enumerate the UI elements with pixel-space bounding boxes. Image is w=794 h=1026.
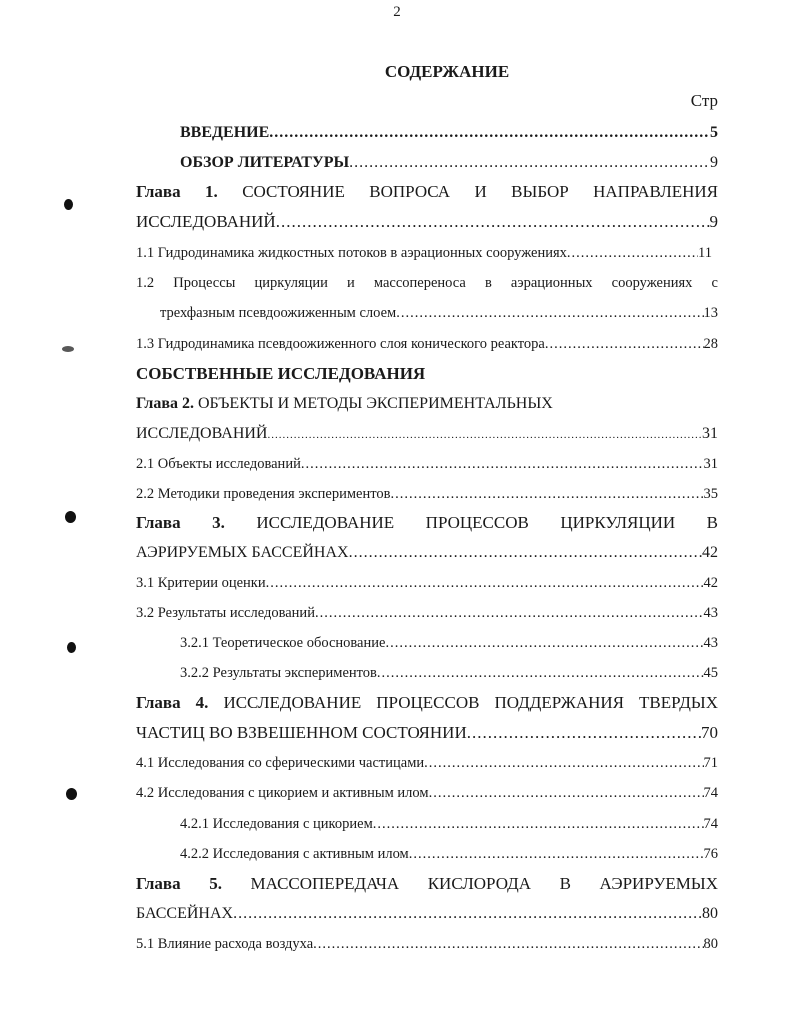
toc-entry: 2.1 Объекты исследований ..... 31 [136,452,718,476]
toc-entry: 1.3 Гидродинамика псевдоожиженного слоя конического реактора ..... 28 [136,332,718,356]
toc-entry: 3.1 Критерии оценки ..... 42 [136,571,718,595]
toc-entry: ИССЛЕДОВАНИЙ ..... 9 [136,210,718,234]
toc-entry: 2.2 Методики проведения экспериментов ..... 35 [136,482,718,506]
toc-entry: АЭРИРУЕМЫХ БАССЕЙНАХ ..... 42 [136,541,718,565]
scan-speck [65,511,76,523]
toc-entry: ВВЕДЕНИЕ ..... 5 [180,121,718,145]
toc-entry: 4.2 Исследования с цикорием и активным илом ..... 74 [136,781,718,805]
toc-entry: ЧАСТИЦ ВО ВЗВЕШЕННОМ СОСТОЯНИИ ..... 70 [136,721,718,745]
toc-entry: ИССЛЕДОВАНИЙ ..... 31 [136,422,718,446]
scan-speck [62,346,74,352]
toc-entry: БАССЕЙНАХ ..... 80 [136,902,718,926]
toc-entry: ОБЗОР ЛИТЕРАТУРЫ ..... 9 [180,151,718,175]
toc-chapter-heading: Глава 2. ОБЪЕКТЫ И МЕТОДЫ ЭКСПЕРИМЕНТАЛЬНЫХ [136,395,553,412]
toc-entry: 3.2.2 Результаты экспериментов ..... 45 [180,661,718,685]
toc-entry: 3.2.1 Теоретическое обоснование ..... 43 [180,631,718,655]
toc-entry: 1.2 Процессы циркуляции и массопереноса в аэрационных сооружениях с [136,275,718,291]
toc-entry: трехфазным псевдоожиженным слоем ..... 13 [160,301,718,325]
scan-speck [66,788,77,800]
page-column-label: Стр [690,91,718,110]
toc-chapter-heading: Глава 5. МАССОПЕРЕДАЧА КИСЛОРОДА В АЭРИРУЕМЫХ [136,874,718,893]
toc-chapter-heading: Глава 1. СОСТОЯНИЕ ВОПРОСА И ВЫБОР НАПРАВЛЕНИЯ [136,182,719,201]
toc-entry: 4.2.2 Исследования с активным илом ..... 76 [180,842,718,866]
toc-chapter-heading: Глава 3. ИССЛЕДОВАНИЕ ПРОЦЕССОВ ЦИРКУЛЯЦИИ В [136,513,719,532]
toc-entry: 4.2.1 Исследования с цикорием ..... 74 [180,812,718,836]
toc-section-heading: СОБСТВЕННЫЕ ИССЛЕДОВАНИЯ [136,364,426,383]
toc-entry: 3.2 Результаты исследований ..... 43 [136,601,718,625]
toc-entry: 1.1 Гидродинамика жидкостных потоков в аэрационных сооружениях ..... 11 [136,241,712,265]
scan-speck [67,642,76,653]
page-number: 2 [393,4,401,20]
scan-speck [64,199,73,210]
page-title: СОДЕРЖАНИЕ [384,62,510,81]
toc-chapter-heading: Глава 4. ИССЛЕДОВАНИЕ ПРОЦЕССОВ ПОДДЕРЖАНИЯ ТВЕРДЫХ [136,693,719,712]
toc-entry: 4.1 Исследования со сферическими частицами ..... 71 [136,751,718,775]
toc-entry: 5.1 Влияние расхода воздуха ..... 80 [136,932,718,956]
